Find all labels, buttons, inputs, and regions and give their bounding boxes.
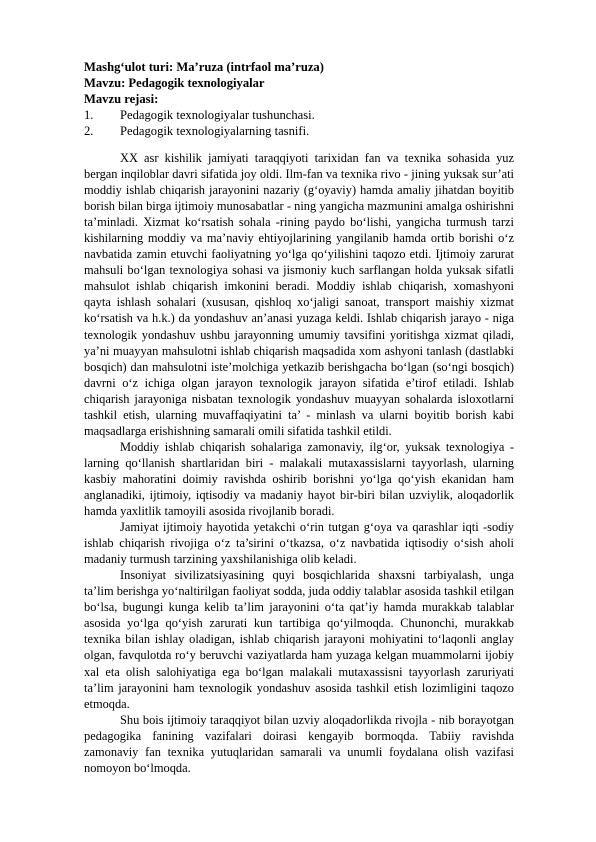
topic-value: : Pedagogik texnologiyalar — [121, 76, 265, 90]
body-paragraph: Jamiyat ijtimoiy hayotida yetakchi o‘rin tutgan g‘oya va qarashlar iqti -sodiy ishlab chiqarish rivojiga o‘z ta’sirini o‘tkazsa, o‘z navbatida iqtisodiy o‘sish aholi madaniy turmush tarzining yaxshilanishiga olib keladi. — [84, 520, 514, 567]
body-paragraph: XX asr kishilik jamiyati taraqqiyoti tarixidan fan va texnika sohasida yuz bergan inqiloblar davri sifatida joy oldi. Ilm-fan va texnika rivo - jining yuksak sur’ati moddiy ishlab chiqarish jarayonini nazariy (g‘oyaviy) hamda amaliy jihatdan boyitib borish bilan birga ijtimoiy munosabatlar - ning yangicha mazmunini amalga oshirishni ta’minladi. Xizmat ko‘rsatish sohala -rining paydo bo‘lishi, yangicha turmush tarzi kishilarning moddiy va ma’naviy ehtiyojlarining yangilanib hamda ortib borishi o‘z navbatida zamin etuvchi faoliyatning yo‘lga qo‘yilishini taqozo etdi. Ijtimoiy zarurat mahsuli bo‘lgan texnologiya sohasi va jismoniy kuch sarflangan holda yuksak sifatli mahsulot ishlab chiqarish imkonini beradi. Moddiy ishlab chiqarish, xomashyoni qayta ishlash sohalari (xususan, qishloq xo‘jaligi sanoat, transport maishiy xizmat ko‘rsatish va h.k.) da yondashuv an’anasi yuzaga keldi. Ishlab chiqarish jarayo - niga texnologik yondashuv ushbu jarayonning umumiy tavsifini yoritishga xizmat qiladi, ya’ni muayyan mahsulotni ishlab chiqarish maqsadida xom ashyoni tanlash (dastlabki bosqich) dan mahsulotni iste’molchiga yetkazib berishgacha bo‘lgan (so‘ngi bosqich) davrni o‘z ichiga olgan jarayon texnologik jarayon sifatida e’tirof etiladi. Ishlab chiqarish jarayoniga nisbatan texnologik yondashuv muayyan sohalarda isloxotlarni tashkil etish, ularning muvaffaqiyatini ta’ - minlash va ularni boyitib borish kabi maqsadlarga erishishning samarali omili sifatida tashkil etildi. — [84, 151, 514, 438]
plan-item-text: Pedagogik texnologiyalar tushunchasi. — [120, 108, 315, 122]
topic-heading — [84, 75, 514, 91]
body-paragraph: Moddiy ishlab chiqarish sohalariga zamonaviy, ilg‘or, yuksak texnologiya -larning qo‘llanish shartlaridan biri - malakali mutaxassislarni tayyorlash, ularning kasbiy mahoratini doimiy ravishda oshirib borishni yo‘lga qo‘yish ekanidan ham anglanadiki, ijtimoiy, iqtisodiy va madaniy hayot bir-biri bilan uzviylik, aloqadorlik hamda yaxlitlik tamoyili asosida rivojlanib boradi. — [84, 439, 514, 519]
body-paragraph: Shu bois ijtimoiy taraqqiyot bilan uzviy aloqadorlikda rivojla - nib borayotgan pedagogika fanining vazifalari doirasi kengayib bormoqda. Tabiiy ravishda zamonaviy fan texnika yutuqlaridan samarali va unumli foydalana olish vazifasi nomoyon bo‘lmoqda. — [84, 712, 514, 775]
topic-label: Mavzu — [84, 76, 122, 90]
spacer — [84, 139, 514, 150]
lesson-type-heading: Mashg‘ulot turi: Ma’ruza (intrfaol ma’ruza) — [84, 60, 324, 74]
plan-item — [84, 123, 514, 139]
plan-item-number: 1. — [84, 108, 94, 122]
plan-item — [84, 107, 514, 123]
document-page — [84, 59, 514, 776]
plan-item-text: Pedagogik texnologiyalarning tasnifi. — [120, 124, 310, 138]
plan-heading: Mavzu rejasi: — [84, 92, 159, 106]
body-paragraph: Insoniyat sivilizatsiyasining quyi bosqichlarida shaxsni tarbiyalash, unga ta’lim berishga yo‘naltirilgan faoliyat sodda, juda oddiy talablar asosida tashkil etilgan bo‘lsa, bugungi kunga kelib ta’lim jarayonini o‘ta qat’iy hamda murakkab talablar asosida yo‘lga qo‘yish zarurati kun tartibiga qo‘yilmoqda. Chunonchi, murakkab texnika bilan ishlay oladigan, ishlab chiqarish jarayoni mohiyatini to‘laqonli anglay olgan, favqulotda ro‘y beruvchi vaziyatlarda ham yuzaga kelgan muammolarni ijobiy xal eta olish salohiyatiga ega bo‘lgan malakali mutaxassisni tayyorlash zaruriyati ta’lim jarayonini ham texnologik yondashuv asosida tashkil etish lozimligini taqozo etmoqda. — [84, 568, 514, 711]
plan-item-number: 2. — [84, 124, 94, 138]
